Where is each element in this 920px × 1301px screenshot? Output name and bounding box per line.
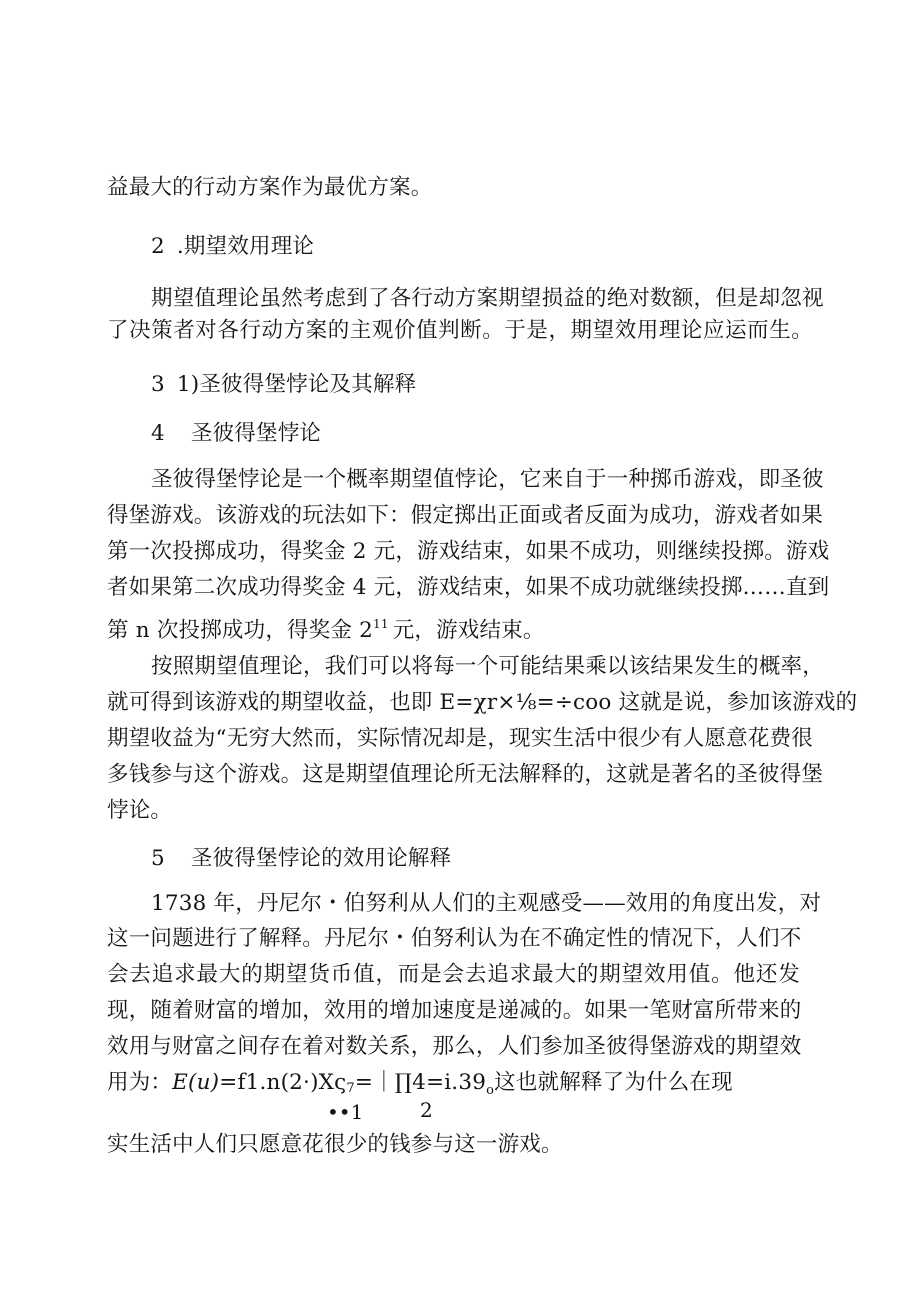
superscript: 11 bbox=[373, 617, 389, 631]
paragraph-line: 1738 年，丹尼尔・伯努利从人们的主观感受——效用的角度出发，对 bbox=[151, 891, 822, 916]
formula-lower-limit: 2 bbox=[420, 1098, 433, 1122]
heading-number: 3 bbox=[151, 372, 165, 397]
paragraph-line: 实生活中人们只愿意花很少的钱参与这一游戏。 bbox=[107, 1132, 563, 1157]
text-segment: 第 n 次投掷成功，得奖金 2 bbox=[107, 618, 374, 643]
paragraph-line bbox=[107, 610, 545, 645]
paragraph-line: 者如果第二次成功得奖金 4 元，游戏结束，如果不成功就继续投掷……直到 bbox=[107, 575, 830, 600]
paragraph-line: 悖论。 bbox=[107, 798, 173, 823]
paragraph-line: 就可得到该游戏的期望收益，也即 E=χr×⅛=÷coo 这就是说，参加该游戏的 bbox=[107, 690, 858, 715]
paragraph-line: 会去追求最大的期望货币值，而是会去追求最大的期望效用值。他还发 bbox=[107, 962, 800, 987]
text-segment: 元，游戏结束。 bbox=[392, 618, 545, 643]
section-heading-4 bbox=[151, 420, 321, 448]
section-heading-2 bbox=[151, 233, 314, 261]
paragraph-line: 多钱参与这个游戏。这是期望值理论所无法解释的，这就是著名的圣彼得堡 bbox=[107, 762, 824, 787]
formula-italic: E(u) bbox=[172, 1070, 220, 1095]
paragraph-line: 圣彼得堡悖论是一个概率期望值悖论，它来自于一种掷币游戏，即圣彼 bbox=[151, 467, 824, 492]
formula: =f1.n(2·)Xς bbox=[219, 1070, 347, 1095]
paragraph-line: 效用与财富之间存在着对数关系，那么，人们参加圣彼得堡游戏的期望效 bbox=[107, 1034, 802, 1059]
formula-subscript: 7 bbox=[346, 1081, 355, 1096]
heading-number: 4 bbox=[151, 421, 165, 446]
formula-lower-limit: ••1 bbox=[327, 1100, 364, 1124]
paragraph-line: 期望值理论虽然考虑到了各行动方案期望损益的绝对数额，但是却忽视 bbox=[151, 286, 824, 311]
formula: =｜∏4=i.39 bbox=[354, 1070, 487, 1095]
section-heading-5 bbox=[151, 845, 451, 873]
paragraph-line: 益最大的行动方案作为最优方案。 bbox=[107, 175, 433, 200]
paragraph-line: 第一次投掷成功，得奖金 2 元，游戏结束，如果不成功，则继续投掷。游戏 bbox=[107, 539, 830, 564]
heading-text: 圣彼得堡悖论的效用论解释 bbox=[190, 846, 452, 871]
section-heading-3 bbox=[151, 371, 416, 399]
paragraph-line: 按照期望值理论，我们可以将每一个可能结果乘以该结果发生的概率， bbox=[151, 654, 824, 679]
text-segment: 这也就解释了为什么在现 bbox=[494, 1070, 733, 1095]
heading-text: 1)圣彼得堡悖论及其解释 bbox=[176, 372, 417, 397]
paragraph-line: 这一问题进行了解释。丹尼尔・伯努利认为在不确定性的情况下，人们不 bbox=[107, 926, 802, 951]
heading-number: 5 bbox=[151, 846, 165, 871]
heading-text: 圣彼得堡悖论 bbox=[190, 421, 322, 446]
heading-text: .期望效用理论 bbox=[176, 234, 315, 259]
paragraph-line: 现，随着财富的增加，效用的增加速度是递减的。如果一笔财富所带来的 bbox=[107, 998, 802, 1023]
formula-end-mark: o bbox=[486, 1083, 495, 1098]
heading-number: 2 bbox=[151, 234, 165, 259]
paragraph-line: 得堡游戏。该游戏的玩法如下：假定掷出正面或者反面为成功，游戏者如果 bbox=[107, 503, 824, 528]
paragraph-line: 期望收益为“无穷大然而，实际情况却是，现实生活中很少有人愿意花费很 bbox=[107, 726, 813, 751]
paragraph-line: 了决策者对各行动方案的主观价值判断。于是，期望效用理论应运而生。 bbox=[107, 318, 813, 343]
text-segment: 用为： bbox=[107, 1070, 173, 1095]
